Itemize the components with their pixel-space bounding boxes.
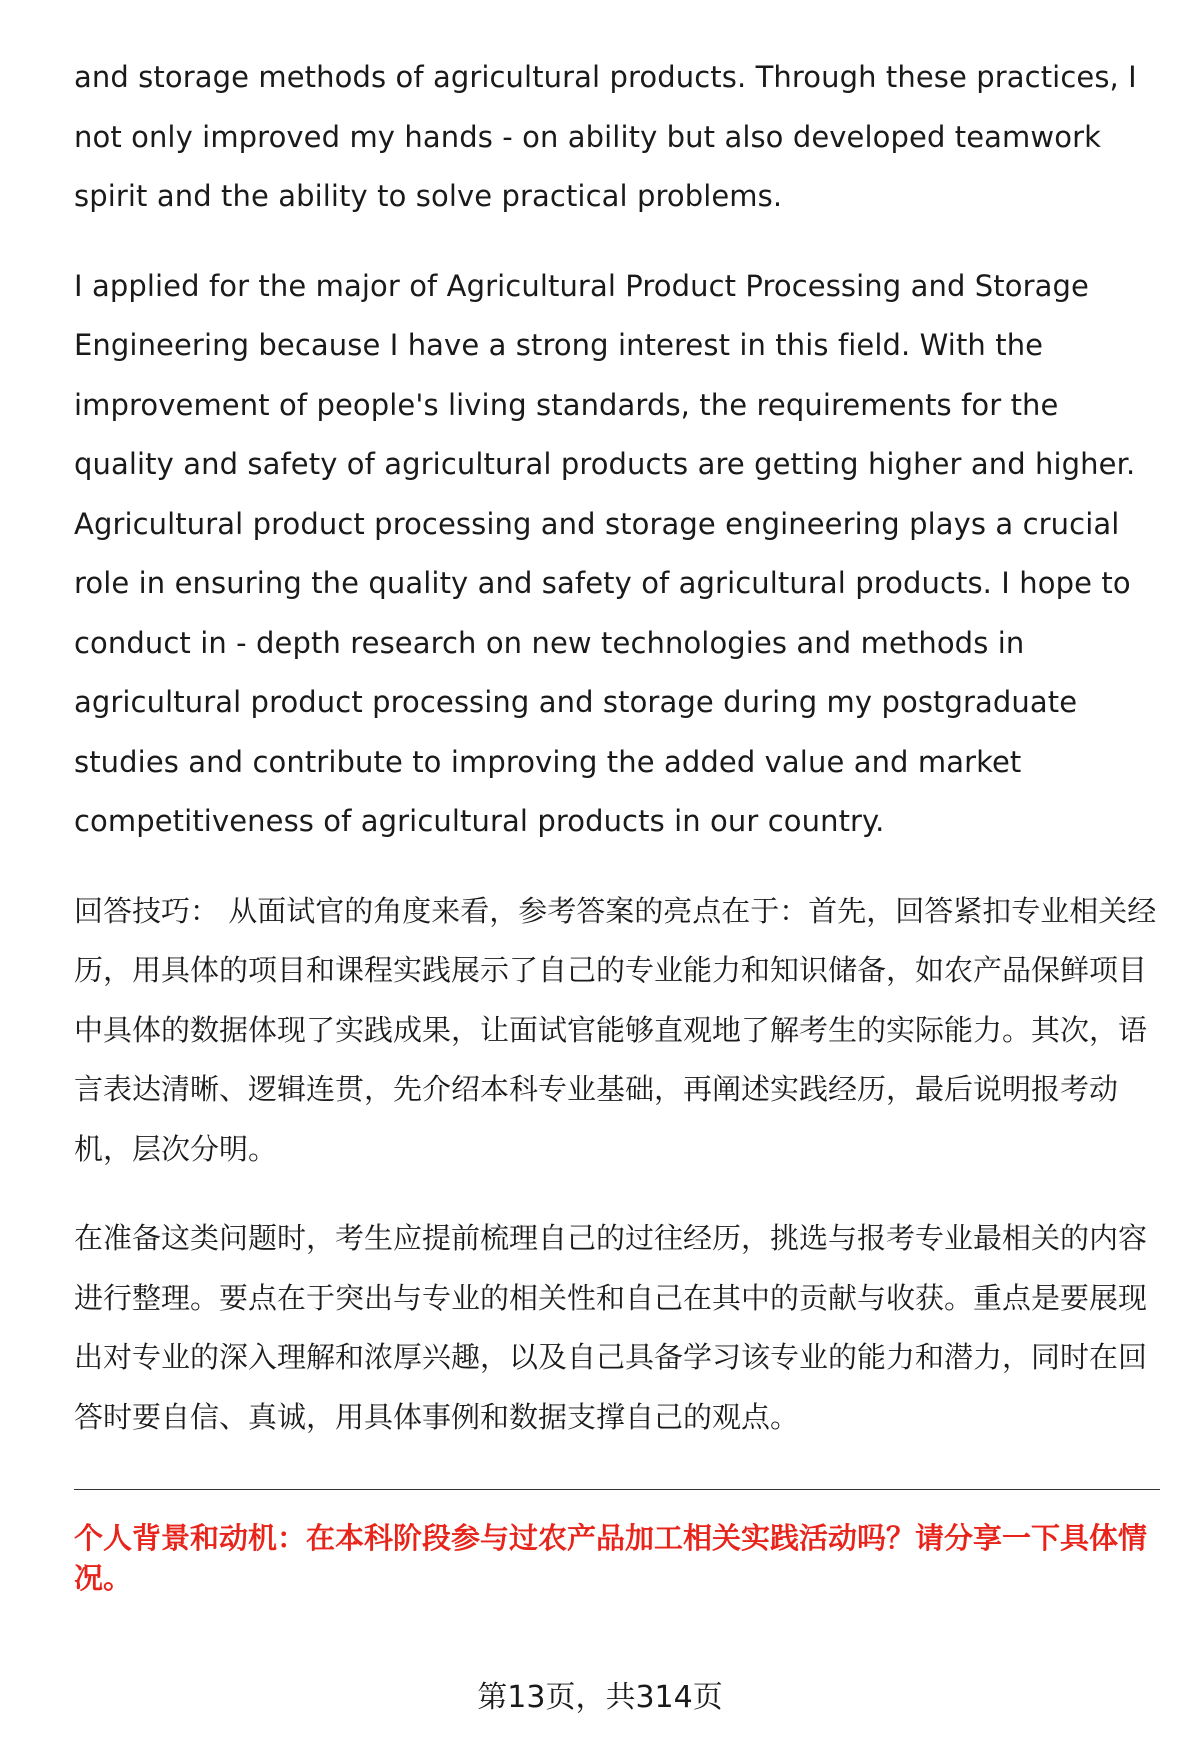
- paragraph-answer-tips: 回答技巧： 从面试官的角度来看，参考答案的亮点在于：首先，回答紧扣专业相关经历，用具体的项目和课程实践展示了自己的专业能力和知识储备，如农产品保鲜项目中具体的数据体现了实践成果，让面试官能够直观地了解考生的实际能力。其次，语言表达清晰、逻辑连贯，先介绍本科专业基础，再阐述实践经历，最后说明报考动机，层次分明。: [74, 893, 1157, 1166]
- document-page: [74, 48, 1160, 1598]
- section-divider: [74, 1489, 1160, 1490]
- question-heading: 个人背景和动机：在本科阶段参与过农产品加工相关实践活动吗？请分享一下具体情况。: [74, 1521, 1148, 1595]
- paragraph-preparation-advice: 在准备这类问题时，考生应提前梳理自己的过往经历，挑选与报考专业最相关的内容进行整理。要点在于突出与专业的相关性和自己在其中的贡献与收获。重点是要展现出对专业的深入理解和浓厚兴趣，以及自己具备学习该专业的能力和潜力，同时在回答时要自信、真诚，用具体事例和数据支撑自己的观点。: [74, 1221, 1148, 1434]
- paragraph-motivation: I applied for the major of Agricultural Product Processing and Storage Engineering because I have a strong interest in this field. With the improvement of people's living standards, the requirements for the quality and safety of agricultural products are getting higher and higher. Agricultural product processing and storage engineering plays a crucial role in ensuring the quality and safety of agricultural products. I hope to conduct in - depth research on new technologies and methods in agricultural product processing and storage during my postgraduate studies and contribute to improving the added value and market competitiveness of agricultural products in our country.: [74, 268, 1136, 838]
- page-number-footer: 第13页，共314页: [477, 1680, 723, 1715]
- paragraph-practice-summary: and storage methods of agricultural products. Through these practices, I not only improved my hands - on ability but also developed teamwork spirit and the ability to solve practical problems.: [74, 60, 1137, 213]
